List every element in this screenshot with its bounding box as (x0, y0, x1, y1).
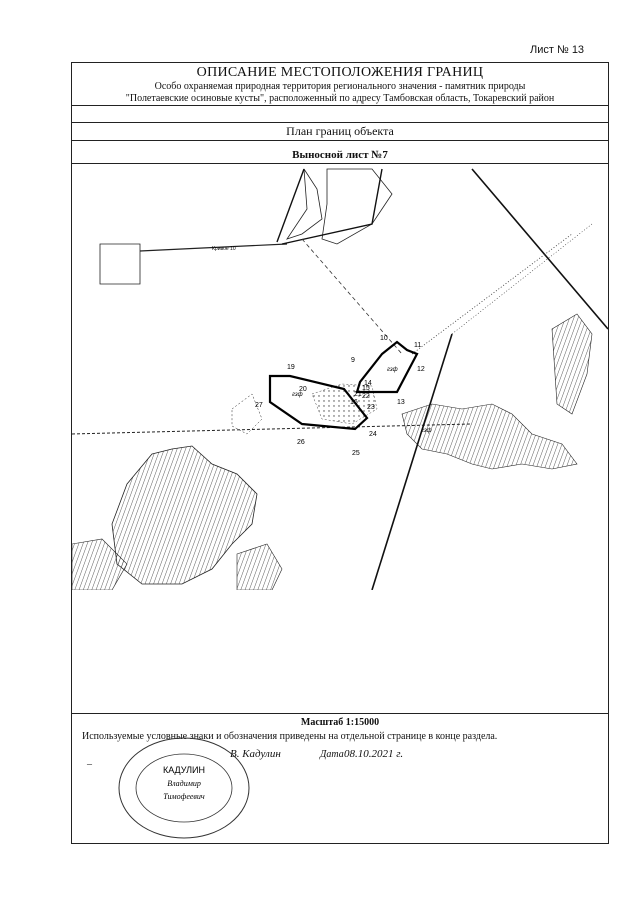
boundary-line (372, 334, 452, 590)
point-label: 11 (414, 342, 422, 349)
dashed-line (412, 234, 572, 354)
signature-line: – (87, 759, 92, 770)
stamp-line: Тимофеевич (163, 792, 205, 801)
area-label: гзф (292, 392, 303, 398)
boundary-map (72, 163, 608, 590)
point-label: 22 (362, 393, 370, 400)
document-header (72, 63, 608, 106)
point-label: 26 (297, 439, 305, 446)
header-line-2: "Полетаевские осиновые кусты", расположенный по адресу Тамбовская область, Токаревский район (125, 93, 555, 104)
forest-area (112, 446, 257, 584)
official-stamp (114, 733, 254, 843)
date-value: 08.10.2021 г. (344, 748, 404, 760)
sheet-subtitle: Выносной лист №7 (292, 149, 388, 161)
field-polygon (287, 169, 322, 239)
point-label: 24 (369, 431, 377, 438)
forest-area (237, 544, 282, 590)
map-scale: Масштаб 1:15000 (300, 717, 380, 728)
stamp-line: КАДУЛИН (162, 765, 206, 775)
point-label: 13 (397, 399, 405, 406)
field-polygon (100, 244, 140, 284)
boundary-line (472, 169, 608, 329)
field-polygon (232, 394, 262, 434)
stamp-line: Владимир (167, 779, 201, 788)
signer-name: В. Кадулин (230, 748, 281, 760)
header-line-1: Особо охраняемая природная территория регионального значения - памятник природы (154, 81, 526, 92)
plan-title: План границ объекта (72, 122, 608, 141)
document-title: ОПИСАНИЕ МЕСТОПОЛОЖЕНИЯ ГРАНИЦ (196, 65, 484, 80)
document-frame (71, 62, 609, 844)
point-label: 21 (354, 391, 362, 398)
point-label: 20 (299, 386, 307, 393)
point-label: 23 (367, 404, 375, 411)
area-label: гзф (421, 428, 432, 434)
boundary-line (282, 169, 382, 244)
road-label: Кривое 10 (212, 246, 236, 252)
point-label: 27 (255, 402, 263, 409)
point-label: 15 (362, 385, 370, 392)
point-label: 16 (350, 399, 358, 406)
point-label: 14 (364, 380, 372, 387)
date-label: Дата (320, 749, 344, 760)
boundary-line (277, 169, 304, 242)
map-drawing (72, 164, 608, 590)
point-label: 12 (417, 366, 425, 373)
forest-area (552, 314, 592, 414)
area-label: гзф (387, 367, 398, 373)
point-label: 9 (351, 357, 355, 364)
legend-note: Используемые условные знаки и обозначения приведены на отдельной странице в конце раздела. (82, 731, 498, 742)
divider (72, 713, 608, 714)
point-label: 19 (287, 364, 295, 371)
sheet-number: Лист № 13 (530, 44, 585, 56)
point-label: 10 (380, 335, 388, 342)
forest-area (402, 404, 577, 469)
point-label: 25 (352, 450, 360, 457)
